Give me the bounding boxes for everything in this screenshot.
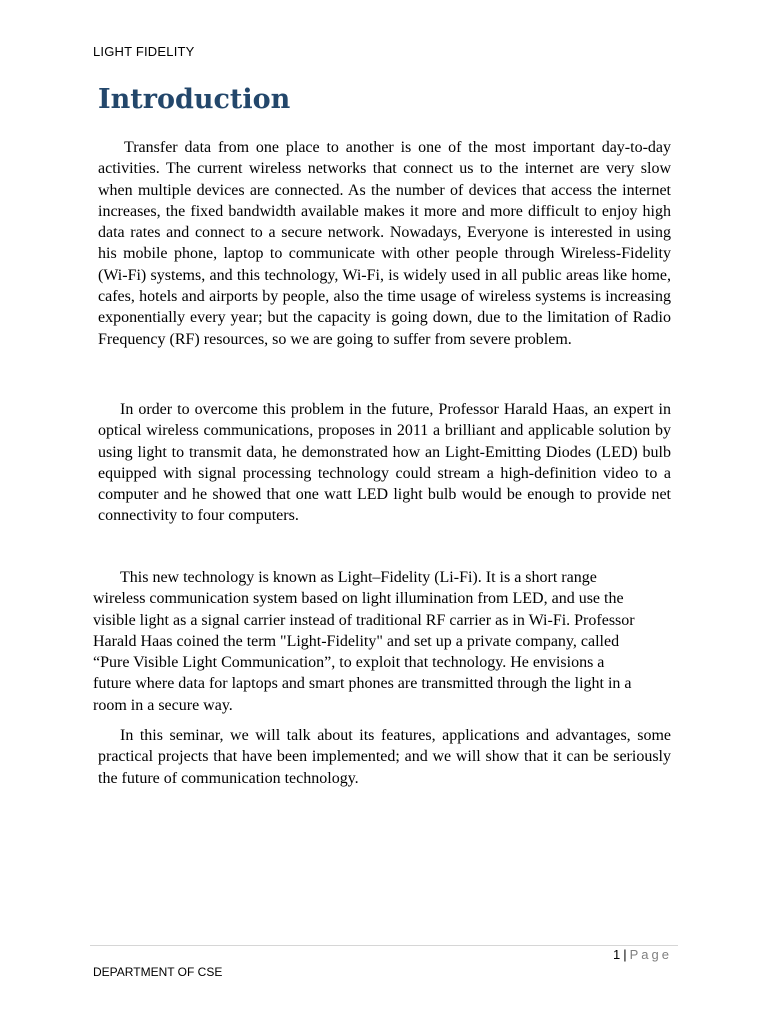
body-paragraph-1: Transfer data from one place to another is one of the most important day-to-day activities. The current wireless networks that connect us to the internet are very slow when multiple devices are connected. As the number of devices that access the internet increases, the fixed bandwidth available makes it more and more difficult to enjoy high data rates and connect to a secure network. Nowadays, Everyone is interested in using his mobile phone, laptop to communicate with other people through Wireless-Fidelity (Wi-Fi) systems, and this technology, Wi-Fi, is widely used in all public areas like home, cafes, hotels and airports by people, also the time usage of wireless systems is increasing exponentially every year; but the capacity is going down, due to the limitation of Radio Frequency (RF) resources, so we are going to suffer from severe problem.	[98, 139, 671, 348]
page-header-title: LIGHT FIDELITY	[93, 44, 195, 59]
body-paragraph-4: In this seminar, we will talk about its features, applications and advantages, some practical projects that have been implemented; and we will show that it can be seriously the future of communication technology.	[98, 727, 671, 787]
page-number-separator: |	[623, 947, 627, 962]
footer-divider	[90, 945, 678, 946]
section-heading: Introduction	[98, 84, 291, 115]
page-label: Page	[629, 947, 672, 962]
page-number-block	[613, 947, 672, 962]
body-paragraph-3: This new technology is known as Light–Fidelity (Li-Fi). It is a short range wireless communication system based on light illumination from LED, and use the visible light as a signal carrier instead of traditional RF carrier as in Wi-Fi. Professor Harald Haas coined the term "Light-Fidelity" and set up a private company, called “Pure Visible Light Communication”, to exploit that technology. He envisions a future where data for laptops and smart phones are transmitted through the light in a room in a secure way.	[93, 569, 635, 714]
page-number: 1	[613, 947, 621, 962]
footer-department: DEPARTMENT OF CSE	[93, 965, 223, 979]
body-paragraph-2: In order to overcome this problem in the future, Professor Harald Haas, an expert in optical wireless communications, proposes in 2011 a brilliant and applicable solution by using light to transmit data, he demonstrated how an Light-Emitting Diodes (LED) bulb equipped with signal processing technology could stream a high-definition video to a computer and he showed that one watt LED light bulb would be enough to provide net connectivity to four computers.	[98, 401, 671, 525]
